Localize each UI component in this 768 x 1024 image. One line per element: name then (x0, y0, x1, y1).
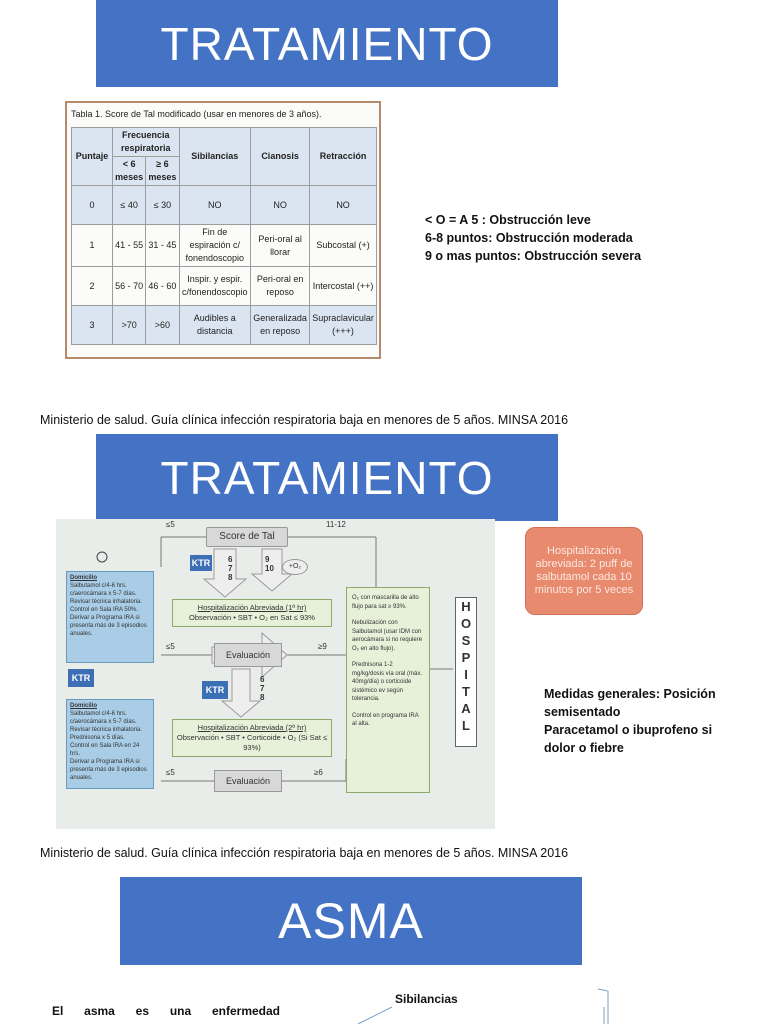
slide1-title-banner (96, 0, 558, 87)
tal-score-table-frame (65, 101, 381, 359)
cell-retraccion: Subcostal (+) (310, 225, 377, 267)
ktr-badge-2: KTR (68, 669, 94, 687)
table-row (72, 306, 377, 345)
header-cianosis: Cianosis (251, 128, 310, 186)
hosp1-text: Observación • SBT • O₂ en Sat ≤ 93% (189, 613, 315, 622)
hospital-letter: L (462, 718, 470, 733)
ktr-badge-1: KTR (190, 555, 212, 571)
treatment-flowchart (56, 519, 495, 829)
sibilancias-label: Sibilancias (395, 992, 458, 1006)
hosp2-title: Hospitalización Abreviada (2ª hr) (197, 723, 307, 732)
hospitalizacion-abreviada-callout (525, 527, 643, 615)
header-frecuencia: Frecuencia respiratoria (113, 128, 180, 157)
slide1-title: TRATAMIENTO (160, 17, 494, 70)
header-lt6-meses: < 6 meses (113, 157, 146, 186)
list-item: Prednisona 1-2 mg/kg/dosis vía oral (máx. 40mg/día) o corticoide sistémico ev según tolerancia. (352, 662, 423, 702)
ktr-badge-3: KTR (202, 681, 228, 699)
cell-lt6: 41 - 55 (113, 225, 146, 267)
list-item: Nebulización con Salbutamol (usar IDM con aerocámara si no requiere O₂ en alto flujo). (352, 620, 423, 652)
list-item: Revisar técnica inhalatoria. (70, 727, 143, 733)
table-row (72, 225, 377, 267)
header-sibilancias: Sibilancias (179, 128, 250, 186)
cell-sibilancias: Audibles a distancia (179, 306, 250, 345)
cell-puntaje: 3 (72, 306, 113, 345)
medidas-generales (544, 685, 724, 757)
cell-cianosis: Peri-oral en reposo (251, 267, 310, 306)
slide1-source: Ministerio de salud. Guía clínica infección respiratoria baja en menores de 5 años. MINSA 2016 (40, 413, 569, 427)
label-ge6: ≥6 (314, 768, 323, 777)
note-line: 6-8 puntos: Obstrucción moderada (425, 231, 633, 245)
cell-cianosis: Generalizada en reposo (251, 306, 310, 345)
medidas-line: Medidas generales: Posición semisentado (544, 687, 716, 719)
label-910: 9 10 (265, 555, 274, 573)
asma-connectors (340, 985, 620, 1024)
obstruction-notes (425, 211, 641, 265)
label-678-second: 6 7 8 (260, 675, 265, 702)
domicilio-box-2 (66, 699, 154, 789)
cell-puntaje: 0 (72, 186, 113, 225)
list-item: Control en programa IRA al alta. (352, 712, 419, 727)
hospitalizacion-1-box (172, 599, 332, 627)
domicilio-box-1 (66, 571, 154, 663)
hospital-vertical-label (455, 597, 477, 747)
hospitalizacion-2-box (172, 719, 332, 757)
slide3-title: ASMA (278, 893, 424, 949)
list-item: Revisar técnica inhalatoria. (70, 599, 143, 605)
cell-sibilancias: Fin de espiración c/ fonendoscopio (179, 225, 250, 267)
list-item: Derivar a Programa IRA si presenta más de 3 episodios anuales. (70, 759, 147, 781)
cell-cianosis: Peri-oral al llorar (251, 225, 310, 267)
score-de-tal-box: Score de Tal (206, 527, 288, 547)
cell-sibilancias: NO (179, 186, 250, 225)
cell-cianosis: NO (251, 186, 310, 225)
list-item: Salbutamol c/4-6 hrs. c/aerocámara x 5-7 días. (70, 583, 137, 597)
slide2-source: Ministerio de salud. Guía clínica infección respiratoria baja en menores de 5 años. MINSA 2016 (40, 846, 569, 860)
cell-lt6: ≤ 40 (113, 186, 146, 225)
header-ge6-meses: ≥ 6 meses (146, 157, 179, 186)
hosp2-text: Observación • SBT • Corticoide • O₂ (Si Sat ≤ 93%) (176, 733, 328, 752)
list-item: O₂ con mascarilla de alto flujo para sat ≥ 93%. (352, 595, 419, 610)
hospital-letter: O (460, 616, 472, 631)
cell-ge6: >60 (146, 306, 179, 345)
list-item: Control en Sala IRA en 24 hrs. (70, 743, 140, 757)
hospital-letter: T (462, 684, 470, 699)
cell-retraccion: Intercostal (++) (310, 267, 377, 306)
list-item: Derivar a Programa IRA si presenta más de 3 episodios anuales. (70, 615, 147, 637)
list-item: Control en Sala IRA 50%. (70, 607, 139, 613)
domicilio-title-2: Domicilio (70, 703, 98, 709)
slide2-title: TRATAMIENTO (160, 451, 494, 504)
label-678: 6 7 8 (228, 555, 233, 582)
medidas-line: Paracetamol o ibuprofeno si dolor o fiebre (544, 723, 713, 755)
cell-puntaje: 1 (72, 225, 113, 267)
table-row (72, 186, 377, 225)
header-retraccion: Retracción (310, 128, 377, 186)
evaluacion-box-2: Evaluación (214, 770, 282, 792)
evaluacion-box-1: Evaluación (214, 643, 282, 667)
cell-ge6: ≤ 30 (146, 186, 179, 225)
hospital-treatment-box (346, 587, 430, 793)
cell-lt6: >70 (113, 306, 146, 345)
domicilio-title-1: Domicilio (70, 575, 98, 581)
hospital-letter: P (461, 650, 471, 665)
note-line: < O = A 5 : Obstrucción leve (425, 213, 591, 227)
tal-score-table (71, 127, 377, 345)
table-row (72, 267, 377, 306)
list-item: Prednisona x 5 días. (70, 735, 125, 741)
hospital-letter: H (461, 599, 471, 614)
cell-retraccion: NO (310, 186, 377, 225)
hospital-letter: I (464, 667, 468, 682)
o2-bubble: +O₂ (282, 559, 308, 575)
cell-sibilancias: Inspir. y espir. c/fonendoscopio (179, 267, 250, 306)
label-le5-top: ≤5 (166, 520, 175, 529)
slide3-title-banner (120, 877, 582, 965)
label-le5-mid: ≤5 (166, 642, 175, 651)
note-line: 9 o mas puntos: Obstrucción severa (425, 249, 642, 263)
callout-text: Hospitalización abreviada: 2 puff de salbutamol cada 10 minutos por 5 veces (534, 545, 634, 596)
cell-ge6: 31 - 45 (146, 225, 179, 267)
cell-ge6: 46 - 60 (146, 267, 179, 306)
label-11-12: 11-12 (326, 520, 346, 529)
asma-paragraph: El asma es una enfermedad (52, 1004, 280, 1018)
header-puntaje: Puntaje (72, 128, 113, 186)
hosp1-title: Hospitalización Abreviada (1ª hr) (197, 603, 307, 612)
hospital-letter: S (461, 633, 471, 648)
hospital-letter: A (461, 701, 471, 716)
slide2-title-banner (96, 434, 558, 521)
label-ge9: ≥9 (318, 642, 327, 651)
table-caption: Tabla 1. Score de Tal modificado (usar en menores de 3 años). (71, 109, 322, 119)
list-item: Salbutamol c/4-6 hrs. c/aerocámara x 5-7 días. (70, 711, 137, 725)
cell-lt6: 56 - 70 (113, 267, 146, 306)
cell-puntaje: 2 (72, 267, 113, 306)
cell-retraccion: Supraclavicular (+++) (310, 306, 377, 345)
label-le5-bottom: ≤5 (166, 768, 175, 777)
